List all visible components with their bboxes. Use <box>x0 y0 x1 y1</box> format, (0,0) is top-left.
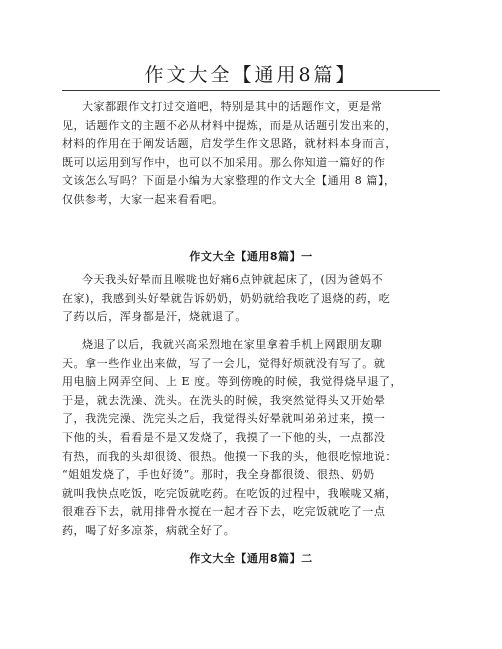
text-line: 今天我头好晕而且喉咙也好痛6点钟就起床了，(因为爸妈不 <box>82 273 384 286</box>
title-underline <box>62 90 440 91</box>
text-line: 材料的作用在于阐发话题，启发学生作文思路，就材料本身而言， <box>62 137 397 151</box>
text-line: 有热，而我的头却很烫、很热。他摸一下我的头，他很吃惊地说： <box>62 449 397 463</box>
text-line: 文该怎么写吗？下面是小编为大家整理的作文大全【通用 8 篇】， <box>62 174 396 188</box>
text-line: 仅供参考，大家一起来看看吧。 <box>62 192 224 206</box>
text-line: 了药以后，浑身都是汗，烧就退了。 <box>62 310 247 324</box>
text-line: 大家都跟作文打过交道吧，特别是其中的话题作文，更是常 <box>82 100 383 113</box>
text-line: 用电脑上网弄空间、上 E 度。等到傍晚的时候，我觉得烧早退了， <box>62 375 403 389</box>
text-line: 既可以运用到写作中，也可以不加采用。那么你知道一篇好的作 <box>62 155 386 169</box>
text-line: 药，喝了好多凉茶，病就全好了。 <box>62 523 236 537</box>
text-line: 很难吞下去，就用排骨水搅在一起才吞下去，吃完饭就吃了一点 <box>62 505 386 519</box>
section-heading-1: 作文大全【通用8篇】一 <box>189 250 313 263</box>
section-heading-2: 作文大全【通用8篇】二 <box>189 552 313 565</box>
text-line: 在家)，我感到头好晕就告诉奶奶，奶奶就给我吃了退烧的药，吃 <box>62 291 391 305</box>
text-line: “姐姐发烧了，手也好烫”。那时，我全身都很烫、很热、奶奶 <box>62 468 375 482</box>
section1-paragraph-1 <box>62 271 440 327</box>
document-title: 作文大全【通用8篇】 <box>144 64 358 86</box>
section1-paragraph-2 <box>62 336 440 541</box>
text-line: 见，话题作文的主题不必从材料中提炼，而是从话题引发出来的， <box>62 118 397 132</box>
text-line: 就叫我快点吃饭，吃完饭就吃药。在吃饭的过程中，我喉咙又痛， <box>62 486 397 500</box>
text-line: 烧退了以后，我就兴高采烈地在家里拿着手机上网跟朋友聊 <box>82 338 383 351</box>
intro-paragraph <box>62 98 440 210</box>
text-line: 于是，就去洗澡、洗头。在洗头的时候，我突然觉得头又开始晕 <box>62 393 386 407</box>
text-line: 天。拿一些作业出来做，写了一会儿，觉得好烦就没有写了。就 <box>62 356 386 370</box>
text-line: 下他的头，看看是不是又发烧了，我摸了一下他的头，一点都没 <box>62 430 386 444</box>
text-line: 了，我洗完澡、洗完头之后，我觉得头好晕就叫弟弟过来，摸一 <box>62 412 386 426</box>
